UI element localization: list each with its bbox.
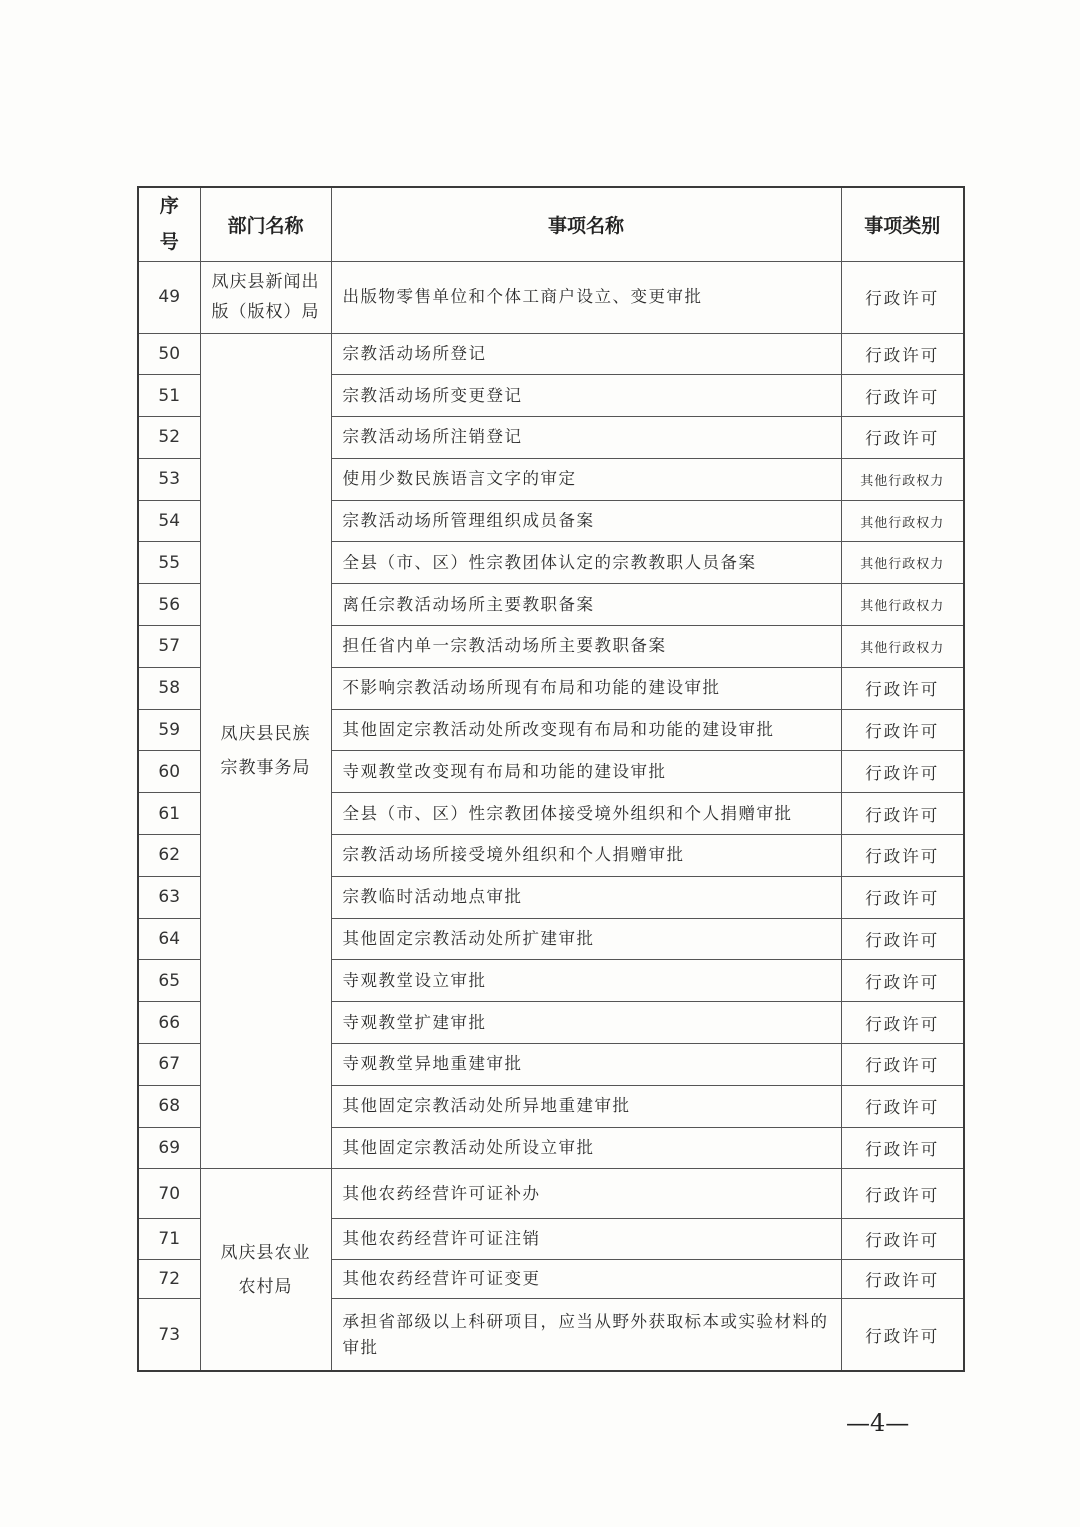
row-item-name: 全县（市、区）性宗教团体接受境外组织和个人捐赠审批 bbox=[331, 793, 841, 835]
page-number: —4— bbox=[846, 1409, 910, 1437]
row-seq: 72 bbox=[138, 1260, 200, 1299]
row-category: 其他行政权力 bbox=[841, 500, 964, 542]
row-item-name: 寺观教堂扩建审批 bbox=[331, 1002, 841, 1044]
department-name-line: 凤庆县新闻出 bbox=[211, 272, 320, 292]
permission-items-table bbox=[137, 186, 965, 1372]
row-category: 行政许可 bbox=[841, 960, 964, 1002]
row-seq: 62 bbox=[138, 835, 200, 877]
department-name bbox=[200, 333, 331, 1169]
row-item-name: 其他固定宗教活动处所改变现有布局和功能的建设审批 bbox=[331, 709, 841, 751]
row-seq: 61 bbox=[138, 793, 200, 835]
row-category: 行政许可 bbox=[841, 417, 964, 459]
row-category: 行政许可 bbox=[841, 709, 964, 751]
row-category: 行政许可 bbox=[841, 918, 964, 960]
row-item-name: 宗教活动场所登记 bbox=[331, 333, 841, 375]
row-item-name: 宗教临时活动地点审批 bbox=[331, 876, 841, 918]
row-seq: 56 bbox=[138, 584, 200, 626]
table-header-row bbox=[138, 187, 964, 261]
table-row bbox=[138, 261, 964, 333]
row-category: 其他行政权力 bbox=[841, 542, 964, 584]
row-item-name: 其他农药经营许可证注销 bbox=[331, 1219, 841, 1260]
row-seq: 49 bbox=[138, 261, 200, 333]
row-item-name: 寺观教堂设立审批 bbox=[331, 960, 841, 1002]
row-category: 行政许可 bbox=[841, 261, 964, 333]
header-seq bbox=[138, 187, 200, 261]
row-item-name: 寺观教堂异地重建审批 bbox=[331, 1044, 841, 1086]
row-item-name: 其他固定宗教活动处所异地重建审批 bbox=[331, 1085, 841, 1127]
department-name-line: 农村局 bbox=[238, 1276, 293, 1297]
row-category: 行政许可 bbox=[841, 1127, 964, 1169]
row-category: 行政许可 bbox=[841, 835, 964, 877]
row-item-name: 其他固定宗教活动处所扩建审批 bbox=[331, 918, 841, 960]
row-item-name: 寺观教堂改变现有布局和功能的建设审批 bbox=[331, 751, 841, 793]
row-item-name: 宗教活动场所变更登记 bbox=[331, 375, 841, 417]
row-category: 其他行政权力 bbox=[841, 458, 964, 500]
row-seq: 67 bbox=[138, 1044, 200, 1086]
row-category: 行政许可 bbox=[841, 1044, 964, 1086]
row-category: 行政许可 bbox=[841, 1260, 964, 1299]
row-seq: 53 bbox=[138, 458, 200, 500]
row-category: 其他行政权力 bbox=[841, 584, 964, 626]
row-seq: 63 bbox=[138, 876, 200, 918]
row-seq: 71 bbox=[138, 1219, 200, 1260]
header-item-name: 事项名称 bbox=[331, 187, 841, 261]
row-seq: 69 bbox=[138, 1127, 200, 1169]
row-seq: 65 bbox=[138, 960, 200, 1002]
table-body bbox=[138, 261, 964, 1371]
row-category: 行政许可 bbox=[841, 1169, 964, 1219]
row-seq: 70 bbox=[138, 1169, 200, 1219]
row-seq: 68 bbox=[138, 1085, 200, 1127]
row-seq: 50 bbox=[138, 333, 200, 375]
department-name bbox=[200, 261, 331, 333]
row-seq: 51 bbox=[138, 375, 200, 417]
row-category: 行政许可 bbox=[841, 1219, 964, 1260]
row-item-name: 宗教活动场所管理组织成员备案 bbox=[331, 500, 841, 542]
row-seq: 64 bbox=[138, 918, 200, 960]
row-seq: 54 bbox=[138, 500, 200, 542]
row-category: 行政许可 bbox=[841, 333, 964, 375]
row-item-name: 宗教活动场所注销登记 bbox=[331, 417, 841, 459]
row-item-name: 其他固定宗教活动处所设立审批 bbox=[331, 1127, 841, 1169]
row-item-name: 其他农药经营许可证变更 bbox=[331, 1260, 841, 1299]
row-seq: 66 bbox=[138, 1002, 200, 1044]
header-seq-line2: 号 bbox=[159, 231, 179, 254]
row-item-name: 担任省内单一宗教活动场所主要教职备案 bbox=[331, 626, 841, 668]
row-item-name: 宗教活动场所接受境外组织和个人捐赠审批 bbox=[331, 835, 841, 877]
row-item-name: 其他农药经营许可证补办 bbox=[331, 1169, 841, 1219]
department-name-line: 版（版权）局 bbox=[211, 302, 320, 322]
header-department: 部门名称 bbox=[200, 187, 331, 261]
row-category: 行政许可 bbox=[841, 375, 964, 417]
row-category: 行政许可 bbox=[841, 876, 964, 918]
row-item-name: 全县（市、区）性宗教团体认定的宗教教职人员备案 bbox=[331, 542, 841, 584]
row-seq: 60 bbox=[138, 751, 200, 793]
row-item-name: 离任宗教活动场所主要教职备案 bbox=[331, 584, 841, 626]
row-seq: 73 bbox=[138, 1299, 200, 1371]
header-category: 事项类别 bbox=[841, 187, 964, 261]
row-seq: 58 bbox=[138, 667, 200, 709]
row-seq: 52 bbox=[138, 417, 200, 459]
row-category: 行政许可 bbox=[841, 1085, 964, 1127]
row-category: 行政许可 bbox=[841, 1002, 964, 1044]
row-category: 行政许可 bbox=[841, 667, 964, 709]
header-seq-line1: 序 bbox=[159, 195, 179, 218]
row-seq: 57 bbox=[138, 626, 200, 668]
row-seq: 55 bbox=[138, 542, 200, 584]
row-category: 行政许可 bbox=[841, 793, 964, 835]
row-item-name: 出版物零售单位和个体工商户设立、变更审批 bbox=[331, 261, 841, 333]
row-category: 行政许可 bbox=[841, 1299, 964, 1371]
department-name-line: 宗教事务局 bbox=[220, 757, 311, 778]
table-row bbox=[138, 333, 964, 375]
row-category: 行政许可 bbox=[841, 751, 964, 793]
row-seq: 59 bbox=[138, 709, 200, 751]
row-item-name: 不影响宗教活动场所现有布局和功能的建设审批 bbox=[331, 667, 841, 709]
department-name bbox=[200, 1169, 331, 1371]
table-row bbox=[138, 1169, 964, 1219]
row-category: 其他行政权力 bbox=[841, 626, 964, 668]
row-item-name: 承担省部级以上科研项目，应当从野外获取标本或实验材料的审批 bbox=[331, 1299, 841, 1371]
department-name-line: 凤庆县民族 bbox=[220, 723, 311, 744]
row-item-name: 使用少数民族语言文字的审定 bbox=[331, 458, 841, 500]
department-name-line: 凤庆县农业 bbox=[220, 1242, 311, 1263]
